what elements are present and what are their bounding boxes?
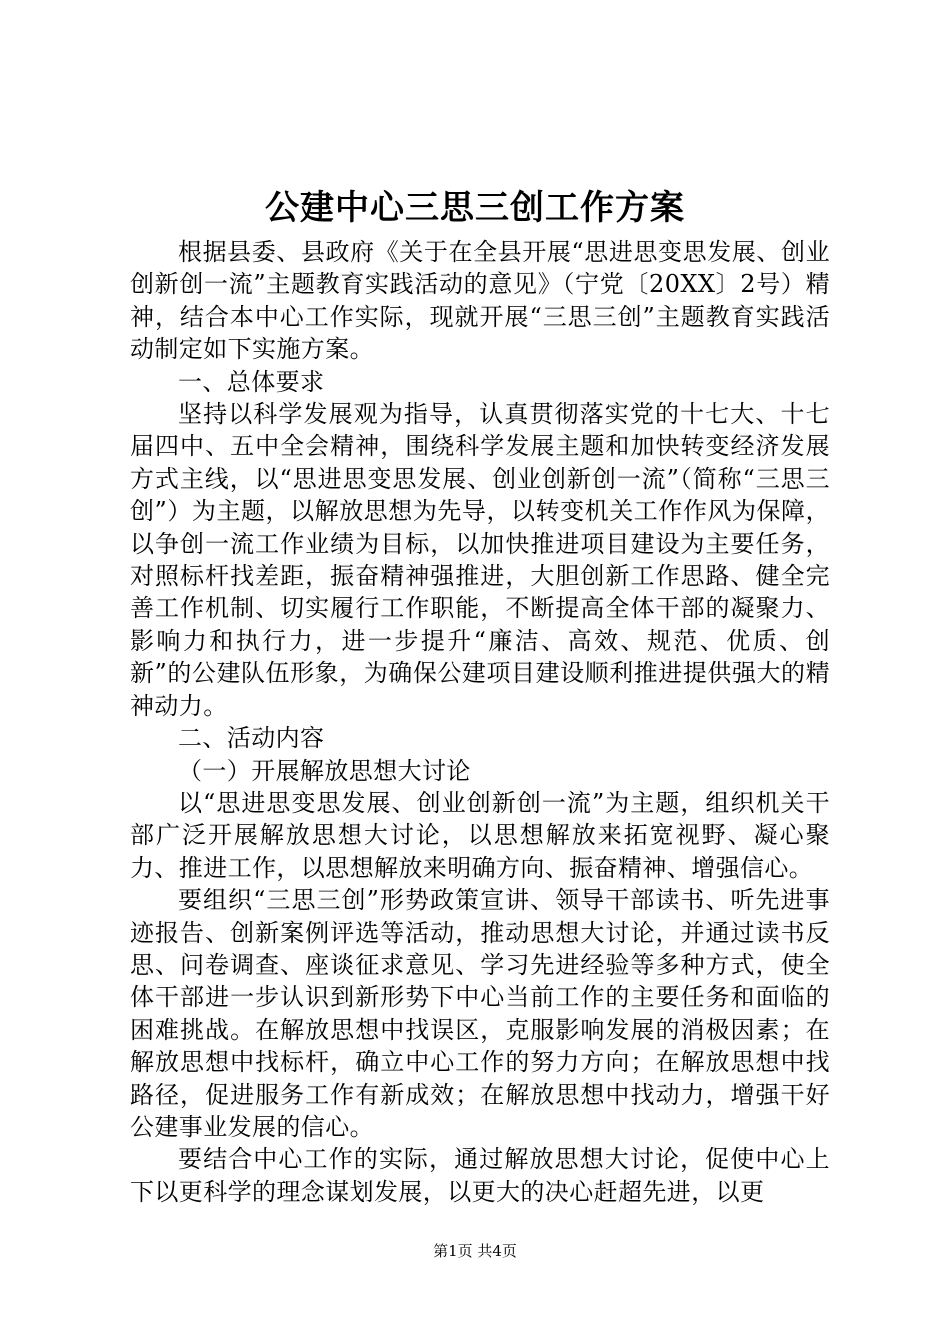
subsection-heading-discussion: （一）开展解放思想大讨论: [178, 756, 471, 785]
document-title: 公建中心三思三创工作方案: [265, 188, 685, 228]
page-footer: 第1页 共4页: [433, 1242, 517, 1260]
intro-paragraph: 根据县委、县政府《关于在全县开展“思进思变思发展、创业创新创一流”主题教育实践活动的意见》（宁党〔20XX〕2号）精神，结合本中心工作实际，现就开展“三思三创”主题教育实践活动制定如下实施方案。: [130, 238, 830, 364]
discussion-paragraph-1: 以“思进思变思发展、创业创新创一流”为主题，组织机关干部广泛开展解放思想大讨论，以思想解放来拓宽视野、凝心聚力、推进工作，以思想解放来明确方向、振奋精神、增强信心。: [130, 788, 830, 882]
discussion-paragraph-2: 要组织“三思三创”形势政策宣讲、领导干部读书、听先进事迹报告、创新案例评选等活动，推动思想大讨论，并通过读书反思、问卷调查、座谈征求意见、学习先进经验等多种方式，使全体干部进一步认识到新形势下中心当前工作的主要任务和面临的困难挑战。在解放思想中找误区，克服影响发展的消极因素；在解放思想中找标杆，确立中心工作的努力方向；在解放思想中找路径，促进服务工作有新成效；在解放思想中找动力，增强干好公建事业发展的信心。: [130, 886, 830, 1141]
section-heading-activity-content: 二、活动内容: [178, 724, 325, 753]
discussion-paragraph-3: 要结合中心工作的实际，通过解放思想大讨论，促使中心上下以更科学的理念谋划发展，以更大的决心赶超先进，以更: [130, 1145, 830, 1206]
document-body: [130, 236, 830, 1208]
section-heading-general-requirements: 一、总体要求: [178, 367, 325, 396]
general-requirements-paragraph: 坚持以科学发展观为指导，认真贯彻落实党的十七大、十七届四中、五中全会精神，围绕科学发展主题和加快转变经济发展方式主线，以“思进思变思发展、创业创新创一流”（简称“三思三创”）为主题，以解放思想为先导，以转变机关工作作风为保障，以争创一流工作业绩为目标，以加快推进项目建设为主要任务，对照标杆找差距，振奋精神强推进，大胆创新工作思路、健全完善工作机制、切实履行工作职能，不断提高全体干部的凝聚力、影响力和执行力，进一步提升“廉洁、高效、规范、优质、创新”的公建队伍形象，为确保公建项目建设顺利推进提供强大的精神动力。: [130, 400, 830, 720]
